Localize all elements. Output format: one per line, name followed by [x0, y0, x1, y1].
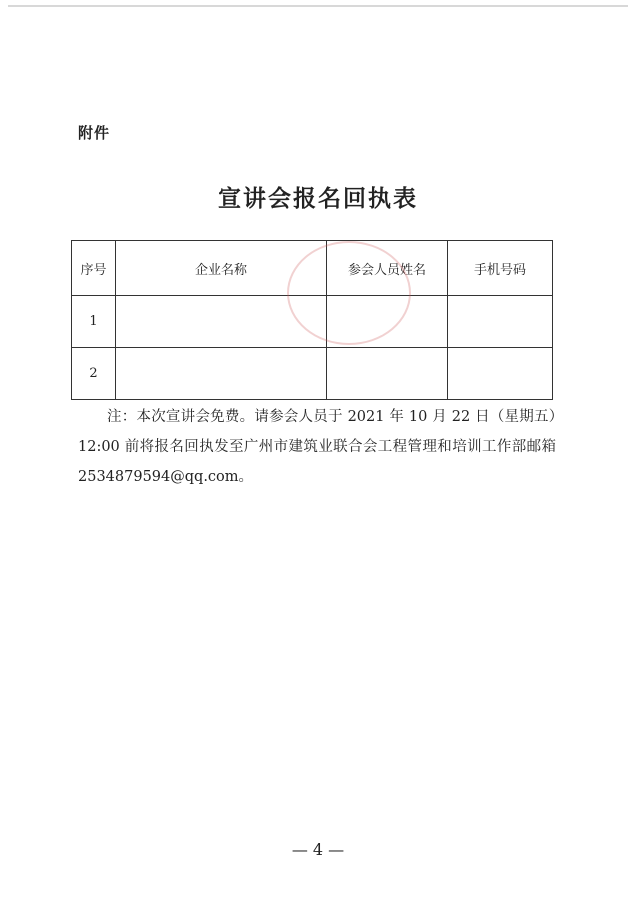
cell-phone-number — [448, 348, 553, 400]
cell-phone-number — [448, 296, 553, 348]
registration-note: 注：本次宣讲会免费。请参会人员于 2021 年 10 月 22 日（星期五）12:00 前将报名回执发至广州市建筑业联合会工程管理和培训工作部邮箱 2534879594@qq.com。 — [78, 409, 556, 485]
cell-company-name — [116, 296, 327, 348]
cell-company-name — [116, 348, 327, 400]
header-phone-number: 手机号码 — [448, 241, 553, 296]
registration-table — [71, 240, 553, 400]
scan-edge-line — [8, 5, 628, 7]
table-row — [72, 296, 553, 348]
table-header-row — [72, 241, 553, 296]
header-company-name: 企业名称 — [116, 241, 327, 296]
table-row — [72, 348, 553, 400]
header-serial-number: 序号 — [72, 241, 116, 296]
header-attendee-name: 参会人员姓名 — [327, 241, 448, 296]
cell-serial-number: 1 — [72, 296, 116, 348]
cell-serial-number: 2 — [72, 348, 116, 400]
cell-attendee-name — [327, 296, 448, 348]
document-title: 宣讲会报名回执表 — [218, 185, 418, 212]
attachment-label: 附件 — [78, 124, 111, 142]
cell-attendee-name — [327, 348, 448, 400]
page-number: — 4 — — [291, 840, 345, 859]
